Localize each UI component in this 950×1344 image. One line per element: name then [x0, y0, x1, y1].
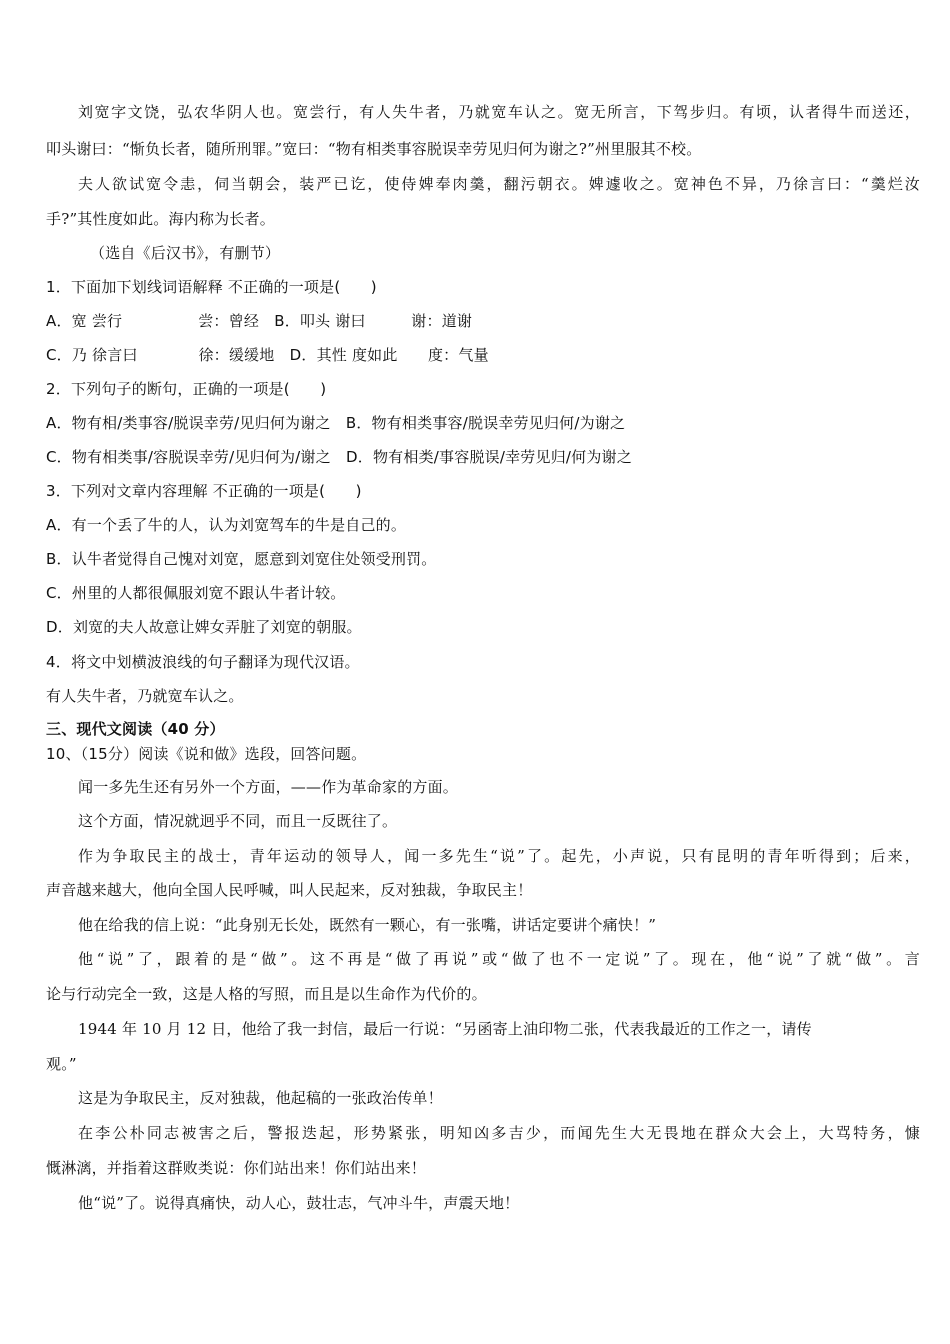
modern-line-8a: 在李公朴同志被害之后，警报迭起，形势紧张，明知凶多吉少，而闻先生大无畏地在群众大会上，大骂特务，慷 [78, 1124, 920, 1142]
modern-line-8b: 慨淋漓，并指着这群败类说：你们站出来！你们站出来！ [46, 1159, 427, 1177]
section-3-heading: 三、现代文阅读（40 分） [46, 720, 225, 738]
question-1-options-cd: C．乃 徐言曰 徐：缓缓地 D．其性 度如此 度：气量 [46, 346, 489, 364]
question-2: 2．下列句子的断句，正确的一项是( ) [46, 380, 327, 398]
classical-p1-line2: 叩头谢曰：“惭负长者，随所刑罪。”宽曰：“物有相类事容脱误幸劳见归何为谢之?”州里服其不校。 [46, 140, 702, 158]
modern-line-3b: 声音越来越大，他向全国人民呼喊，叫人民起来，反对独裁，争取民主！ [46, 881, 533, 899]
question-3: 3．下列对文章内容理解 不正确的一项是( ) [46, 482, 362, 500]
question-3-option-d: D．刘宽的夫人故意让婢女弄脏了刘宽的朝服。 [46, 618, 362, 636]
modern-line-9: 他“说”了。说得真痛快，动人心，鼓壮志，气冲斗牛，声震天地！ [78, 1194, 520, 1212]
question-1-options-ab: A．宽 尝行 尝：曾经 B．叩头 谢曰 谢：道谢 [46, 312, 473, 330]
modern-line-6b: 观。” [46, 1055, 77, 1073]
classical-p1-line1: 刘宽字文饶，弘农华阴人也。宽尝行，有人失牛者，乃就宽车认之。宽无所言，下驾步归。有顷，认者得牛而送还， [78, 103, 920, 121]
question-3-option-a: A．有一个丢了牛的人，认为刘宽驾车的牛是自己的。 [46, 516, 407, 534]
modern-line-1: 闻一多先生还有另外一个方面，——作为革命家的方面。 [78, 778, 459, 796]
modern-line-2: 这个方面，情况就迥乎不同，而且一反既往了。 [78, 812, 398, 830]
modern-line-6a: 1944 年 10 月 12 日，他给了我一封信，最后一行说：“另函寄上油印物二张，代表我最近的工作之一，请传 [78, 1020, 812, 1038]
question-3-option-c: C．州里的人都很佩服刘宽不跟认牛者计较。 [46, 584, 346, 602]
question-1: 1．下面加下划线词语解释 不正确的一项是( ) [46, 278, 377, 296]
question-2-options-ab: A．物有相/类事容/脱误幸劳/见归何为谢之 B．物有相类事容/脱误幸劳见归何/为谢之 [46, 414, 626, 432]
question-10: 10、（15分）阅读《说和做》选段，回答问题。 [46, 745, 367, 763]
question-2-options-cd: C．物有相类事/容脱误幸劳/见归何为/谢之 D．物有相类/事容脱误/幸劳见归/何为谢之 [46, 448, 632, 466]
passage-source: （选自《后汉书》，有删节） [90, 244, 281, 262]
question-4-sentence: 有人失牛者，乃就宽车认之。 [46, 687, 244, 705]
modern-line-3a: 作为争取民主的战士，青年运动的领导人，闻一多先生“说”了。起先，小声说，只有昆明的青年听得到；后来， [78, 847, 920, 865]
modern-line-5a: 他“说”了，跟着的是“做”。这不再是“做了再说”或“做了也不一定说”了。现在，他“说”了就“做”。言 [78, 950, 920, 968]
classical-p2-line1: 夫人欲试宽令恚，伺当朝会，装严已讫，使侍婢奉肉羹，翻污朝衣。婢遽收之。宽神色不异，乃徐言曰：“羹烂汝 [78, 175, 920, 193]
modern-line-7: 这是为争取民主，反对独裁，他起稿的一张政治传单！ [78, 1089, 443, 1107]
classical-p2-line2: 手?”其性度如此。海内称为长者。 [46, 210, 275, 228]
modern-line-4: 他在给我的信上说：“此身别无长处，既然有一颗心，有一张嘴，讲话定要讲个痛快！” [78, 916, 657, 934]
question-4: 4．将文中划横波浪线的句子翻译为现代汉语。 [46, 653, 360, 671]
question-3-option-b: B．认牛者觉得自己愧对刘宽，愿意到刘宽住处领受刑罚。 [46, 550, 437, 568]
modern-line-5b: 论与行动完全一致，这是人格的写照，而且是以生命作为代价的。 [46, 985, 487, 1003]
